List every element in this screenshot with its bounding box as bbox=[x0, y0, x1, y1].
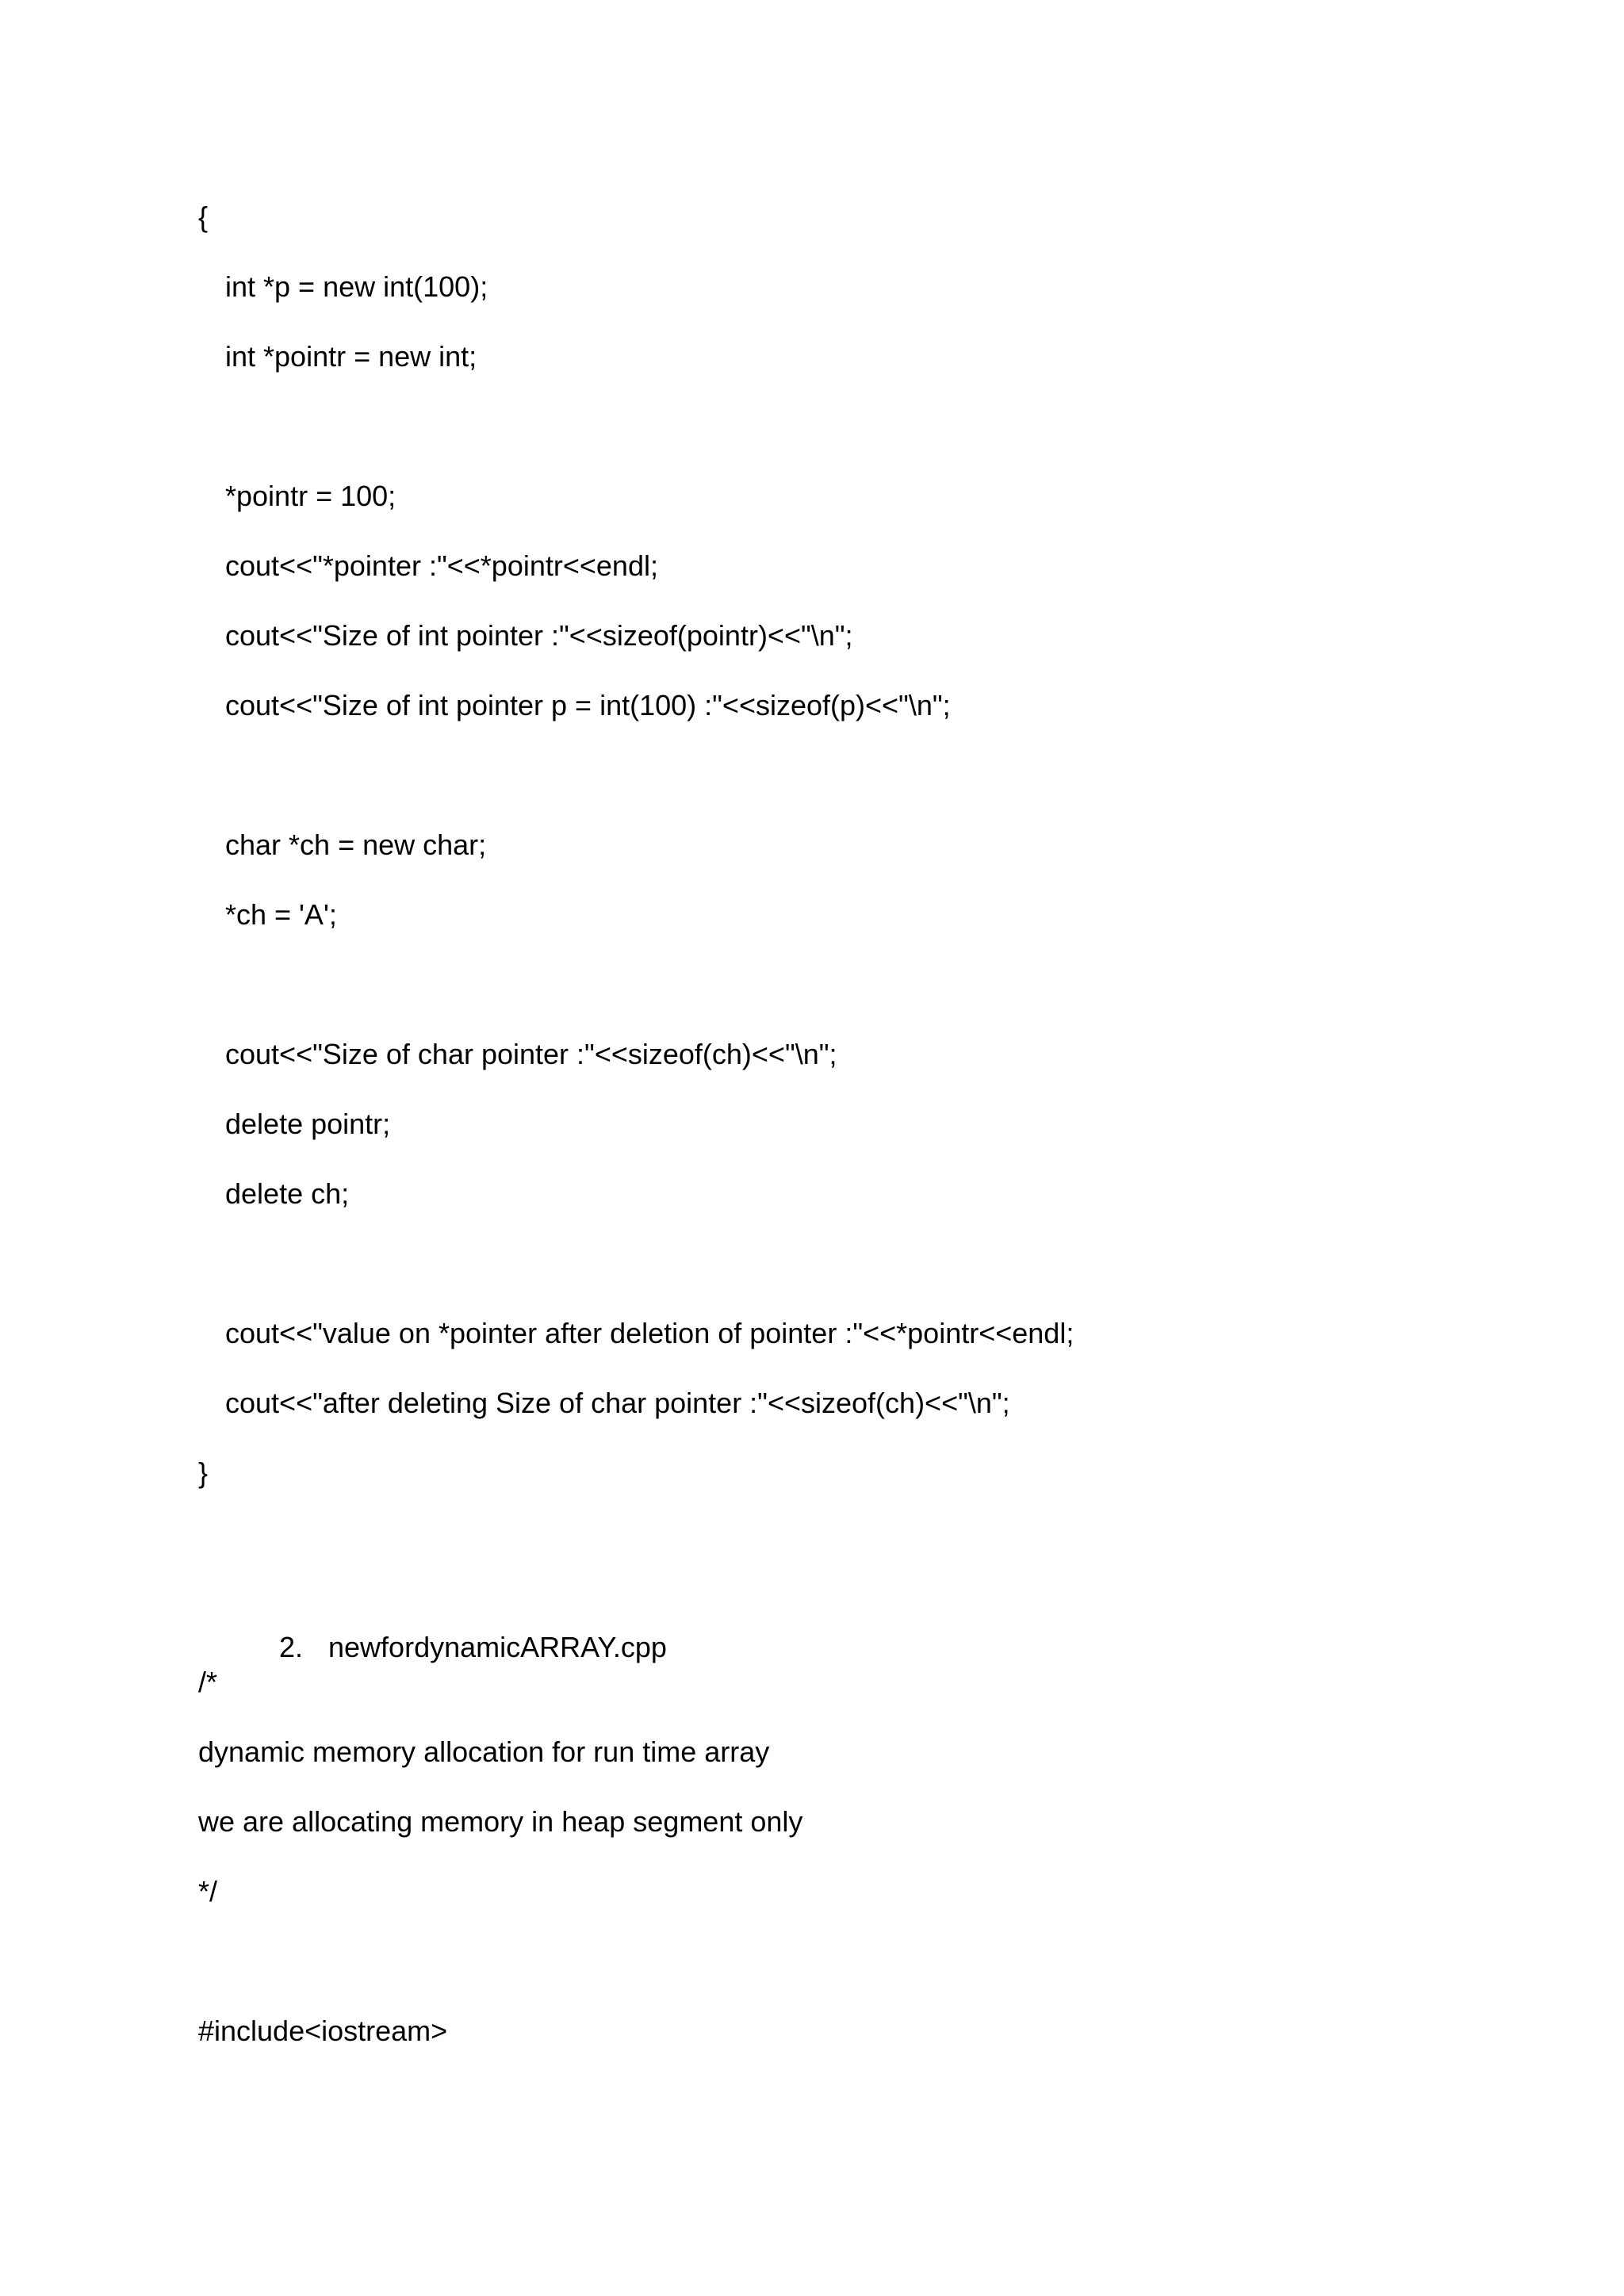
code-line: *ch = 'A'; bbox=[225, 898, 337, 931]
code-line: *pointr = 100; bbox=[225, 480, 396, 512]
comment-line: we are allocating memory in heap segment only bbox=[198, 1805, 803, 1838]
code-line-close-brace: } bbox=[198, 1456, 209, 1489]
code-line: cout<<"Size of int pointer p = int(100) :"<<sizeof(p)<<"\n"; bbox=[225, 689, 951, 721]
code-line: delete pointr; bbox=[225, 1108, 391, 1140]
comment-line: dynamic memory allocation for run time array bbox=[198, 1735, 770, 1768]
comment-line: /* bbox=[198, 1666, 218, 1698]
code-line: cout<<"*pointer :"<<*pointr<<endl; bbox=[225, 549, 658, 582]
code-line: delete ch; bbox=[225, 1177, 350, 1210]
code-line: char *ch = new char; bbox=[225, 828, 487, 861]
code-line: int *p = new int(100); bbox=[225, 270, 488, 303]
code-line: int *pointr = new int; bbox=[225, 340, 477, 373]
comment-line: */ bbox=[198, 1875, 218, 1908]
list-item-file-title bbox=[247, 1595, 667, 1700]
code-line: cout<<"Size of int pointer :"<<sizeof(pointr)<<"\n"; bbox=[225, 619, 853, 652]
code-line: cout<<"value on *pointer after deletion of pointer :"<<*pointr<<endl; bbox=[225, 1317, 1074, 1349]
list-item-text: newfordynamicARRAY.cpp bbox=[328, 1631, 667, 1663]
code-line: cout<<"after deleting Size of char pointer :"<<sizeof(ch)<<"\n"; bbox=[225, 1387, 1010, 1419]
include-line: #include<iostream> bbox=[198, 2015, 448, 2047]
code-line: cout<<"Size of char pointer :"<<sizeof(ch)<<"\n"; bbox=[225, 1038, 837, 1070]
list-number: 2. bbox=[279, 1631, 304, 1663]
code-line-open-brace: { bbox=[198, 201, 209, 233]
